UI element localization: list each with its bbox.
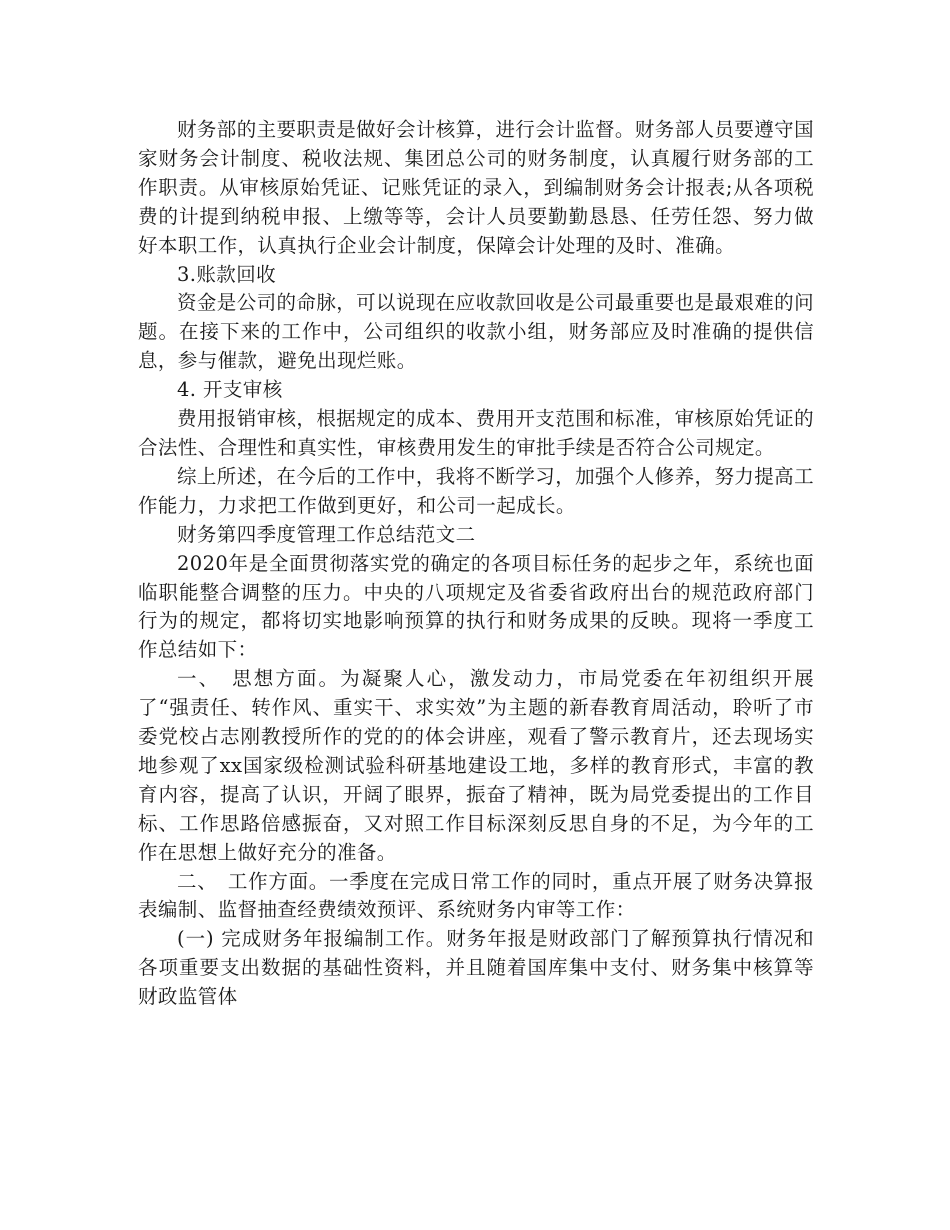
paragraph-expense-audit: 费用报销审核，根据规定的成本、费用开支范围和标准，审核原始凭证的合法性、合理性和真实性，审核费用发生的审批手续是否符合公司规定。 [138, 407, 814, 459]
paragraph-annual-report: (一) 完成财务年报编制工作。财务年报是财政部门了解预算执行情况和各项重要支出数据的基础性资料，并且随着国库集中支付、财务集中核算等财政监管体 [138, 927, 814, 1009]
paragraph-ideology: 一、 思想方面。为凝聚人心，激发动力，市局党委在年初组织开展了“强责任、转作风、重实干、求实效”为主题的新春教育周活动，聆听了市委党校占志刚教授所作的党的的体会讲座，观看了警示教育片，还去现场实地参观了xx国家级检测试验科研基地建设工地，多样的教育形式，丰富的教育内容，提高了认识，开阔了眼界，振奋了精神，既为局党委提出的工作目标、工作思路倍感振奋，又对照工作目标深刻反思自身的不足，为今年的工作在思想上做好充分的准备。 [138, 667, 814, 864]
paragraph-conclusion: 综上所述，在今后的工作中，我将不断学习，加强个人修养，努力提高工作能力，力求把工作做到更好，和公司一起成长。 [138, 464, 814, 517]
paragraph-intro-2020: 2020年是全面贯彻落实党的确定的各项目标任务的起步之年，系统也面临职能整合调整的压力。中央的八项规定及省委省政府出台的规范政府部门行为的规定，都将切实地影响预算的执行和财务成果的反映。现将一季度工作总结如下： [138, 551, 814, 662]
paragraph-work: 二、 工作方面。一季度在完成日常工作的同时，重点开展了财务决算报表编制、监督抽查经费绩效预评、系统财务内审等工作： [138, 869, 814, 922]
heading-receivables: 3.账款回收 [177, 262, 277, 286]
document-body [138, 116, 814, 1012]
heading-sample-two: 财务第四季度管理工作总结范文二 [177, 522, 476, 546]
paragraph-duties: 财务部的主要职责是做好会计核算，进行会计监督。财务部人员要遵守国家财务会计制度、税收法规、集团总公司的财务制度，认真履行财务部的工作职责。从审核原始凭证、记账凭证的录入，到编制财务会计报表;从各项税费的计提到纳税申报、上缴等等，会计人员要勤勤恳恳、任劳任怨、努力做好本职工作，认真执行企业会计制度，保障会计处理的及时、准确。 [138, 118, 814, 257]
paragraph-receivables: 资金是公司的命脉，可以说现在应收款回收是公司最重要也是最艰难的问题。在接下来的工作中，公司组织的收款小组，财务部应及时准确的提供信息，参与催款，避免出现烂账。 [138, 291, 814, 373]
heading-expense-audit: 4. 开支审核 [177, 378, 283, 402]
